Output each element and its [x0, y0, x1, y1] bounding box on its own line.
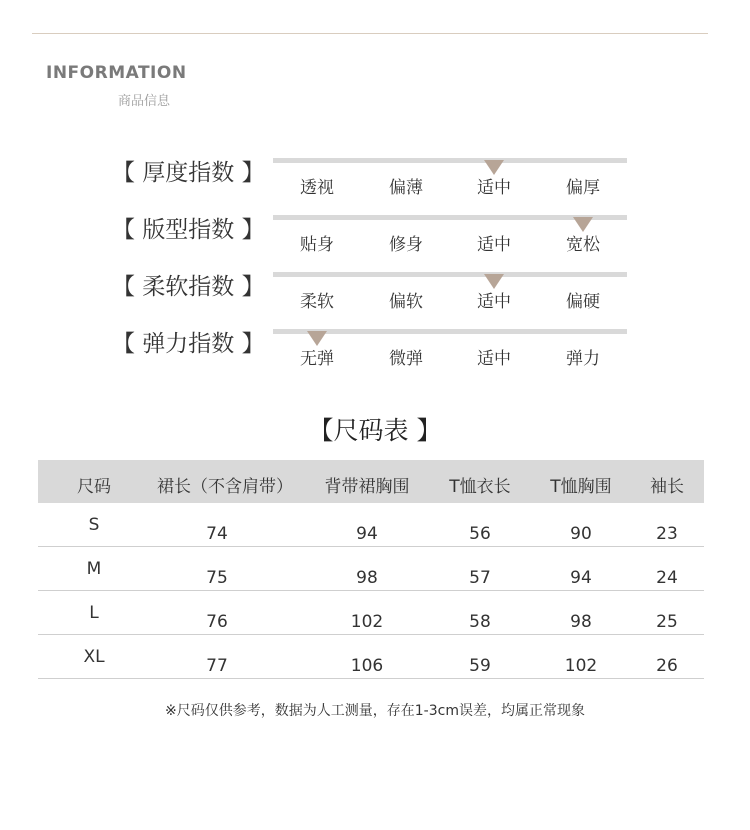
- size-label: S: [88, 515, 100, 535]
- rating-option: 无弹: [300, 349, 334, 369]
- section-title-en: INFORMATION: [46, 63, 187, 83]
- table-cell: 98: [570, 612, 592, 632]
- table-cell: 56: [469, 524, 491, 544]
- rating-row: [0, 268, 750, 324]
- table-cell: 106: [350, 656, 384, 676]
- size-label: XL: [83, 647, 105, 667]
- rating-label: 【 厚度指数 】: [112, 160, 265, 186]
- rating-scale-bar: [273, 272, 627, 277]
- table-cell: 75: [206, 568, 228, 588]
- size-label: L: [89, 603, 99, 623]
- rating-option: 修身: [389, 235, 423, 255]
- rating-option: 偏硬: [566, 292, 600, 312]
- rating-option: 透视: [300, 178, 334, 198]
- table-cell: 57: [469, 568, 491, 588]
- rating-option: 贴身: [300, 235, 334, 255]
- column-header: T恤胸围: [550, 477, 612, 497]
- table-cell: 94: [570, 568, 592, 588]
- column-header: T恤衣长: [449, 477, 511, 497]
- table-cell: 74: [206, 524, 228, 544]
- table-cell: 94: [356, 524, 378, 544]
- rating-row: [0, 211, 750, 267]
- table-row: [38, 635, 704, 679]
- table-cell: 77: [206, 656, 228, 676]
- table-row: [38, 503, 704, 547]
- size-table-header: [38, 460, 704, 503]
- column-header: 尺码: [77, 477, 111, 497]
- rating-label: 【 柔软指数 】: [112, 274, 265, 300]
- table-cell: 23: [656, 524, 678, 544]
- rating-option: 偏厚: [566, 178, 600, 198]
- size-label: M: [86, 559, 102, 579]
- table-cell: 76: [206, 612, 228, 632]
- table-cell: 102: [350, 612, 384, 632]
- rating-option: 微弹: [389, 349, 423, 369]
- column-header: 背带裙胸围: [324, 477, 410, 497]
- rating-label: 【 版型指数 】: [112, 217, 265, 243]
- rating-option: 适中: [477, 178, 511, 198]
- rating-scale-bar: [273, 158, 627, 163]
- table-cell: 90: [570, 524, 592, 544]
- table-cell: 58: [469, 612, 491, 632]
- table-cell: 59: [469, 656, 491, 676]
- rating-option: 柔软: [300, 292, 334, 312]
- table-cell: 24: [656, 568, 678, 588]
- table-cell: 98: [356, 568, 378, 588]
- section-title-cn: 商品信息: [118, 94, 171, 109]
- table-cell: 102: [564, 656, 598, 676]
- rating-option: 适中: [477, 235, 511, 255]
- table-cell: 26: [656, 656, 678, 676]
- rating-option: 适中: [477, 349, 511, 369]
- rating-label: 【 弹力指数 】: [112, 331, 265, 357]
- rating-option: 适中: [477, 292, 511, 312]
- column-header: 裙长（不含肩带）: [157, 477, 293, 497]
- rating-option: 偏薄: [389, 178, 423, 198]
- top-divider: [32, 33, 708, 34]
- size-table-body: [38, 503, 704, 679]
- size-table-title: 【尺码表 】: [308, 416, 442, 445]
- size-table: [38, 460, 704, 679]
- table-cell: 25: [656, 612, 678, 632]
- rating-row: [0, 325, 750, 381]
- table-row: [38, 591, 704, 635]
- rating-option: 弹力: [566, 349, 600, 369]
- rating-row: [0, 154, 750, 210]
- rating-option: 宽松: [566, 235, 600, 255]
- measurement-note: ※尺码仅供参考，数据为人工测量，存在1-3cm误差，均属正常现象: [165, 703, 585, 719]
- rating-option: 偏软: [389, 292, 423, 312]
- column-header: 袖长: [650, 477, 684, 497]
- table-row: [38, 547, 704, 591]
